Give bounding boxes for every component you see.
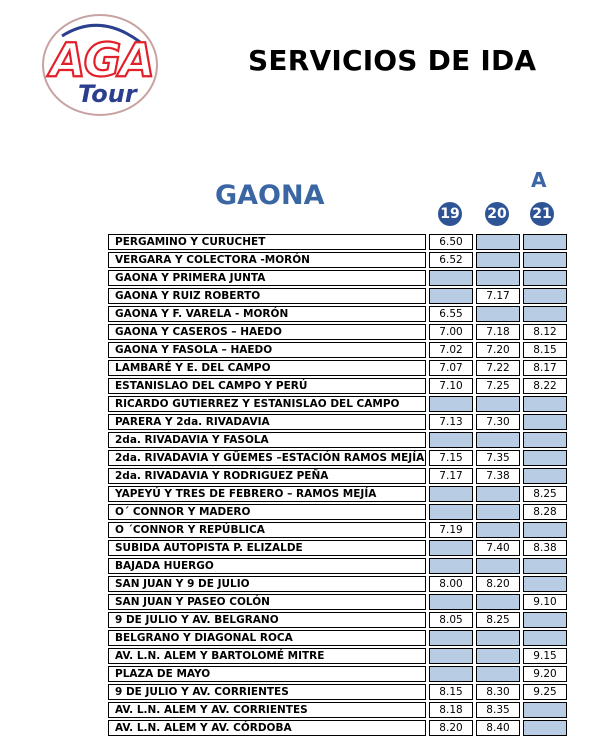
table-row [108,342,567,358]
departure-time-col-19: 7.15 [429,450,473,466]
aga-tour-logo [40,12,162,118]
departure-time-col-20: 8.40 [476,720,520,736]
departure-time-col-20: 7.30 [476,414,520,430]
logo-top-text: AGA [50,33,153,87]
departure-time-col-21 [523,612,567,628]
logo-bottom-text: Tour [78,80,137,108]
departure-time-col-21 [523,522,567,538]
departure-time-col-19 [429,432,473,448]
departure-time-col-21 [523,450,567,466]
departure-time-col-19 [429,630,473,646]
departure-time-col-20 [476,594,520,610]
departure-time-col-19: 8.20 [429,720,473,736]
group-label: A [531,168,547,192]
stop-name: 2da. RIVADAVIA Y GÜEMES –ESTACIÓN RAMOS MEJÍA [108,450,426,466]
stop-name: LAMBARÉ Y E. DEL CAMPO [108,360,426,376]
departure-time-col-20 [476,504,520,520]
stop-name: SUBIDA AUTOPISTA P. ELIZALDE [108,540,426,556]
table-row [108,468,567,484]
table-row [108,306,567,322]
departure-time-col-19 [429,648,473,664]
stop-name: VERGARA Y COLECTORA -MORÓN [108,252,426,268]
departure-time-col-19: 6.50 [429,234,473,250]
departure-time-col-21: 8.28 [523,504,567,520]
column-badge-20: 20 [485,202,509,226]
departure-time-col-19: 7.02 [429,342,473,358]
departure-time-col-20 [476,270,520,286]
table-row [108,288,567,304]
departure-time-col-19 [429,594,473,610]
table-row [108,504,567,520]
departure-time-col-21 [523,306,567,322]
departure-time-col-20 [476,522,520,538]
departure-time-col-19 [429,270,473,286]
departure-time-col-20 [476,234,520,250]
stop-name: GAONA Y PRIMERA JUNTA [108,270,426,286]
departure-time-col-19: 7.10 [429,378,473,394]
departure-time-col-21 [523,468,567,484]
departure-time-col-20 [476,630,520,646]
departure-time-col-19 [429,288,473,304]
departure-time-col-20: 7.22 [476,360,520,376]
departure-time-col-21 [523,702,567,718]
departure-time-col-21 [523,252,567,268]
stop-name: SAN JUAN Y PASEO COLÓN [108,594,426,610]
departure-time-col-20: 7.17 [476,288,520,304]
table-row [108,666,567,682]
column-badge-21: 21 [530,202,554,226]
table-row [108,684,567,700]
departure-time-col-20 [476,432,520,448]
stop-name: 9 DE JULIO Y AV. BELGRANO [108,612,426,628]
stop-name: O ´CONNOR Y REPÚBLICA [108,522,426,538]
table-row [108,576,567,592]
departure-time-col-19: 6.55 [429,306,473,322]
departure-time-col-19 [429,504,473,520]
departure-time-col-19: 8.15 [429,684,473,700]
stop-name: ESTANISLAO DEL CAMPO Y PERÚ [108,378,426,394]
stop-name: GAONA Y F. VARELA - MORÓN [108,306,426,322]
column-badge-19: 19 [438,202,462,226]
table-row [108,378,567,394]
departure-time-col-20 [476,252,520,268]
departure-time-col-21: 9.15 [523,648,567,664]
departure-time-col-19: 7.07 [429,360,473,376]
stop-name: 2da. RIVADAVIA Y RODRIGUEZ PEÑA [108,468,426,484]
departure-time-col-20: 7.25 [476,378,520,394]
departure-time-col-19: 8.18 [429,702,473,718]
stop-name: AV. L.N. ALEM Y AV. CORRIENTES [108,702,426,718]
departure-time-col-19 [429,486,473,502]
departure-time-col-19: 8.00 [429,576,473,592]
page-title: SERVICIOS DE IDA [248,44,537,77]
departure-time-col-20: 7.38 [476,468,520,484]
departure-time-col-20 [476,396,520,412]
departure-time-col-21 [523,558,567,574]
departure-time-col-21 [523,432,567,448]
table-row [108,486,567,502]
table-row [108,702,567,718]
departure-time-col-20: 8.30 [476,684,520,700]
departure-time-col-20: 8.20 [476,576,520,592]
schedule-body [108,234,567,736]
stop-name: O´ CONNOR Y MADERO [108,504,426,520]
departure-time-col-21: 8.22 [523,378,567,394]
stop-name: AV. L.N. ALEM Y AV. CÓRDOBA [108,720,426,736]
departure-time-col-21: 9.10 [523,594,567,610]
departure-time-col-20: 7.40 [476,540,520,556]
stop-name: BELGRANO Y DIAGONAL ROCA [108,630,426,646]
stop-name: PARERA Y 2da. RIVADAVIA [108,414,426,430]
table-row [108,252,567,268]
table-row [108,648,567,664]
departure-time-col-19 [429,396,473,412]
stop-name: RICARDO GUTIERREZ Y ESTANISLAO DEL CAMPO [108,396,426,412]
departure-time-col-20: 8.25 [476,612,520,628]
departure-time-col-21 [523,414,567,430]
table-row [108,630,567,646]
departure-time-col-21 [523,270,567,286]
stop-name: 2da. RIVADAVIA Y FASOLA [108,432,426,448]
departure-time-col-21: 8.12 [523,324,567,340]
departure-time-col-20: 7.35 [476,450,520,466]
departure-time-col-19: 8.05 [429,612,473,628]
table-row [108,450,567,466]
departure-time-col-20: 8.35 [476,702,520,718]
departure-time-col-21: 8.15 [523,342,567,358]
departure-time-col-19: 6.52 [429,252,473,268]
table-row [108,540,567,556]
departure-time-col-20 [476,306,520,322]
departure-time-col-19 [429,540,473,556]
stop-name: BAJADA HUERGO [108,558,426,574]
table-row [108,594,567,610]
departure-time-col-21 [523,396,567,412]
departure-time-col-21 [523,234,567,250]
departure-time-col-19: 7.13 [429,414,473,430]
table-row [108,234,567,250]
departure-time-col-19: 7.17 [429,468,473,484]
stop-name: GAONA Y RUIZ ROBERTO [108,288,426,304]
schedule-table [108,232,567,738]
departure-time-col-19: 7.00 [429,324,473,340]
table-row [108,414,567,430]
table-row [108,396,567,412]
table-row [108,522,567,538]
departure-time-col-21: 8.17 [523,360,567,376]
departure-time-col-19: 7.19 [429,522,473,538]
table-row [108,612,567,628]
departure-time-col-20 [476,648,520,664]
departure-time-col-20 [476,558,520,574]
stop-name: PLAZA DE MAYO [108,666,426,682]
stop-name: AV. L.N. ALEM Y BARTOLOMÉ MITRE [108,648,426,664]
stop-name: 9 DE JULIO Y AV. CORRIENTES [108,684,426,700]
departure-time-col-21 [523,576,567,592]
table-row [108,432,567,448]
departure-time-col-20 [476,486,520,502]
departure-time-col-21: 8.38 [523,540,567,556]
table-row [108,720,567,736]
departure-time-col-21: 9.25 [523,684,567,700]
departure-time-col-19 [429,558,473,574]
departure-time-col-19 [429,666,473,682]
table-row [108,270,567,286]
departure-time-col-21 [523,288,567,304]
table-row [108,324,567,340]
table-row [108,360,567,376]
table-row [108,558,567,574]
stop-name: GAONA Y FASOLA – HAEDO [108,342,426,358]
departure-time-col-21: 8.25 [523,486,567,502]
departure-time-col-20 [476,666,520,682]
departure-time-col-20: 7.20 [476,342,520,358]
stop-name: YAPEYÚ Y TRES DE FEBRERO – RAMOS MEJÍA [108,486,426,502]
departure-time-col-20: 7.18 [476,324,520,340]
departure-time-col-21 [523,720,567,736]
stop-name: PERGAMINO Y CURUCHET [108,234,426,250]
stop-name: GAONA Y CASEROS – HAEDO [108,324,426,340]
departure-time-col-21: 9.20 [523,666,567,682]
departure-time-col-21 [523,630,567,646]
route-name: GAONA [215,180,325,211]
stop-name: SAN JUAN Y 9 DE JULIO [108,576,426,592]
